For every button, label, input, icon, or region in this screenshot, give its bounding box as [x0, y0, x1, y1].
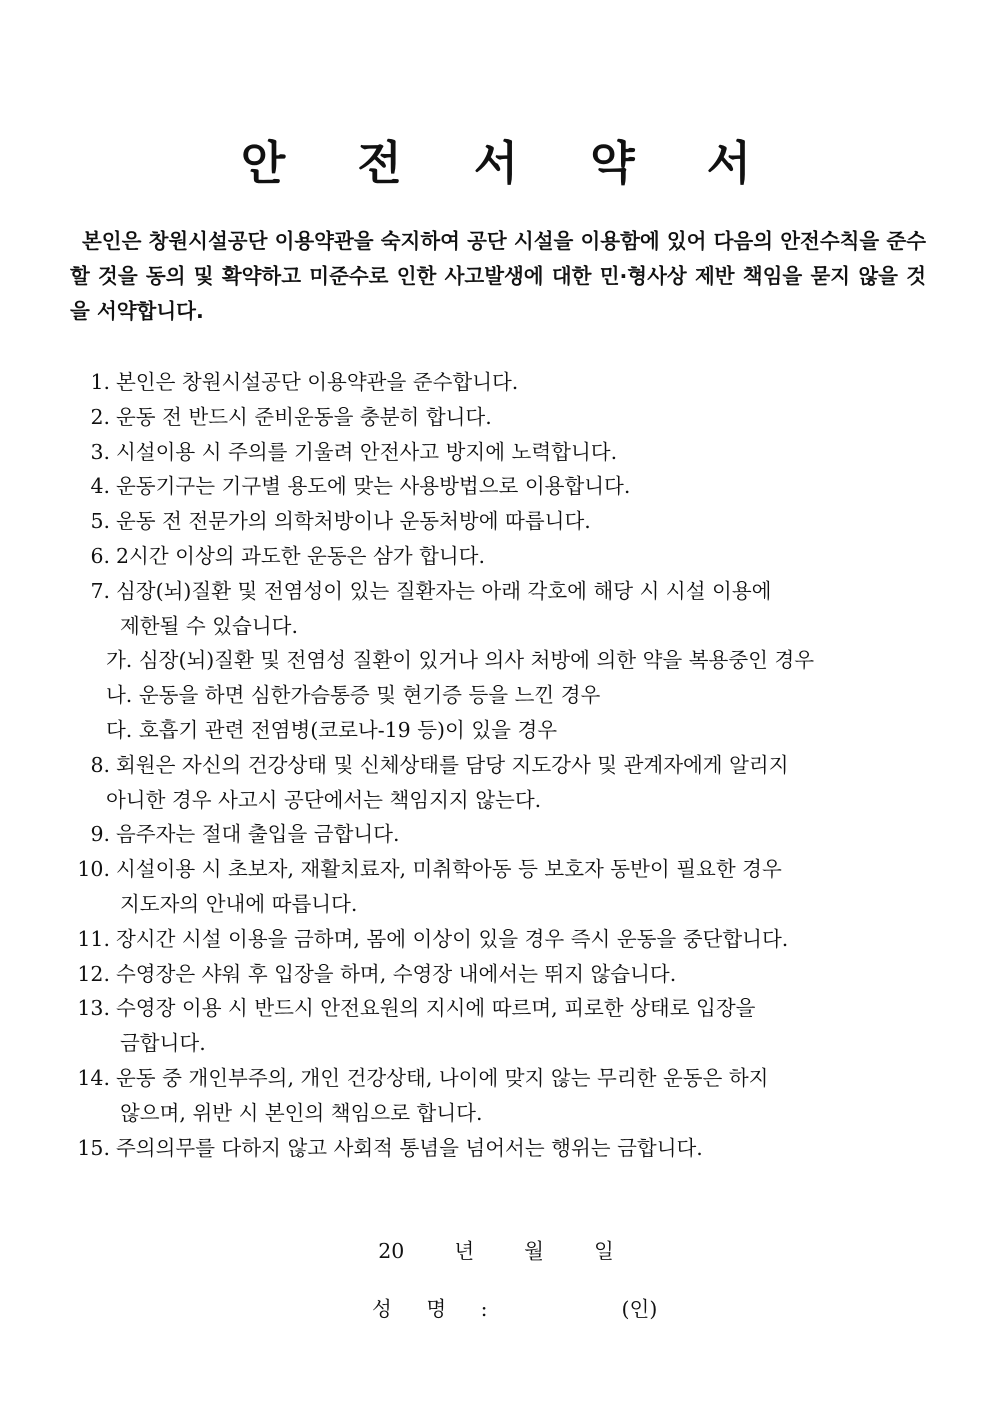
signature-line	[372, 1292, 657, 1326]
intro-paragraph: 본인은 창원시설공단 이용약관을 숙지하여 공단 시설을 이용함에 있어 다음의 안전수칙을 준수할 것을 동의 및 확약하고 미준수로 인한 사고발생에 대한 민·형사상 제반 책임을 묻지 않을 것을 서약합니다.	[70, 229, 926, 323]
list-item-continuation: 아니한 경우 사고시 공단에서는 책임지지 않는다.	[106, 787, 542, 812]
date-day-unit: 일	[593, 1239, 614, 1263]
sub-item: 가. 심장(뇌)질환 및 전염성 질환이 있거나 의사 처방에 의한 약을 복용중인 경우	[106, 648, 815, 673]
date-year: 20	[378, 1239, 405, 1263]
list-item-continuation: 금합니다.	[120, 1031, 206, 1056]
list-item: 7. 심장(뇌)질환 및 전염성이 있는 질환자는 아래 각호에 해당 시 시설 이용에 제한될 수 있습니다. 가. 심장(뇌)질환 및 전염성 질환이 있거나 의사 처방에 의한 약을 복용중인 경우 나. 운동을 하면 심한가슴통증 및 현기증 등을 느낀 경우 다. 호흡기 관련 전염병(코로나-19 등)이 있을 경우	[68, 574, 928, 748]
list-item: 13. 수영장 이용 시 반드시 안전요원의 지시에 따르며, 피로한 상태로 입장을 금합니다.	[68, 991, 928, 1061]
date-year-unit: 년	[454, 1239, 475, 1263]
list-item: 15. 주의의무를 다하지 않고 사회적 통념을 넘어서는 행위는 금합니다.	[77, 1135, 703, 1160]
sub-item: 다. 호흡기 관련 전염병(코로나-19 등)이 있을 경우	[106, 717, 558, 742]
list-item: 1. 본인은 창원시설공단 이용약관을 준수합니다.	[90, 370, 519, 394]
signature-label: 성 명 :	[372, 1297, 502, 1321]
list-item-continuation: 지도자의 안내에 따릅니다.	[120, 891, 358, 916]
list-item-continuation: 제한될 수 있습니다.	[120, 613, 298, 638]
list-item: 5. 운동 전 전문가의 의학처방이나 운동처방에 따릅니다.	[90, 509, 591, 534]
list-item: 3. 시설이용 시 주의를 기울려 안전사고 방지에 노력합니다.	[90, 439, 618, 464]
list-item: 4. 운동기구는 기구별 용도에 맞는 사용방법으로 이용합니다.	[90, 474, 631, 499]
rules-list	[68, 365, 928, 1165]
list-item: 11. 장시간 시설 이용을 금하며, 몸에 이상이 있을 경우 즉시 운동을 중단합니다.	[77, 926, 789, 951]
list-item-continuation: 않으며, 위반 시 본인의 책임으로 합니다.	[120, 1100, 483, 1125]
list-item: 9. 음주자는 절대 출입을 금합니다.	[90, 822, 400, 847]
date-line	[0, 1234, 992, 1268]
list-item: 10. 시설이용 시 초보자, 재활치료자, 미취학아동 등 보호자 동반이 필요한 경우 지도자의 안내에 따릅니다.	[68, 852, 928, 922]
seal-mark: (인)	[621, 1297, 658, 1321]
date-month-unit: 월	[524, 1239, 544, 1263]
list-item: 12. 수영장은 샤워 후 입장을 하며, 수영장 내에서는 뛰지 않습니다.	[77, 961, 677, 986]
document-title: 안 전 서 약 서	[240, 136, 780, 190]
list-item: 14. 운동 중 개인부주의, 개인 건강상태, 나이에 맞지 않는 무리한 운동은 하지 않으며, 위반 시 본인의 책임으로 합니다.	[68, 1061, 928, 1131]
list-item: 8. 회원은 자신의 건강상태 및 신체상태를 담당 지도강사 및 관계자에게 알리지 아니한 경우 사고시 공단에서는 책임지지 않는다.	[68, 748, 928, 818]
list-item: 6. 2시간 이상의 과도한 운동은 삼가 합니다.	[90, 543, 485, 568]
list-item: 2. 운동 전 반드시 준비운동을 충분히 합니다.	[90, 404, 492, 429]
sub-item: 나. 운동을 하면 심한가슴통증 및 현기증 등을 느낀 경우	[106, 683, 601, 708]
